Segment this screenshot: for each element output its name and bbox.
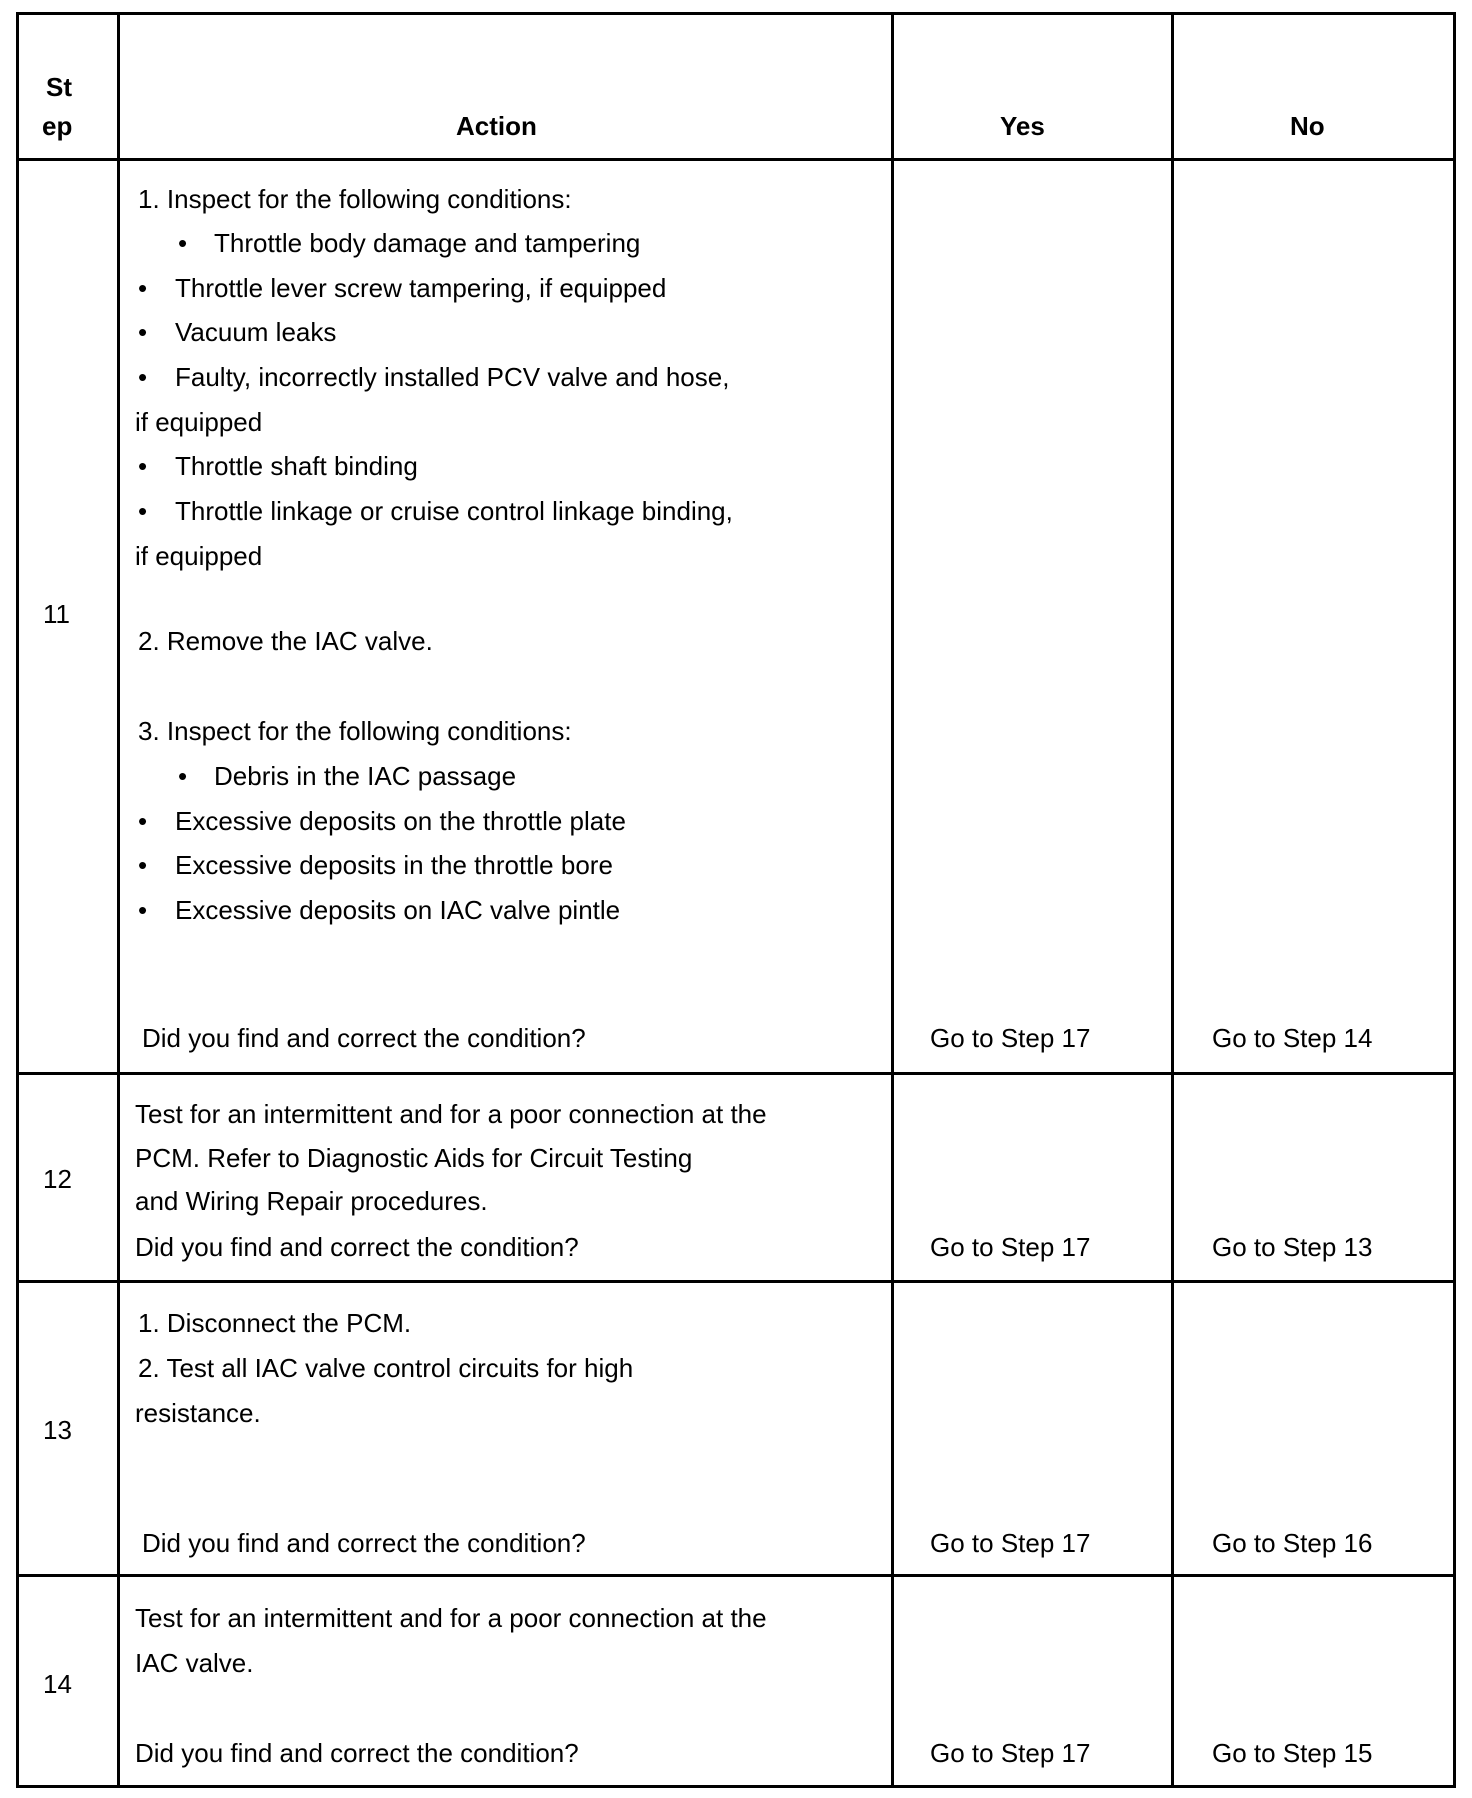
row-11-no: Go to Step 14 [1212, 1023, 1373, 1053]
row-11-bullet-3: Vacuum leaks [175, 317, 337, 347]
row-13-step2-cont: resistance. [135, 1398, 261, 1428]
header-step-line2: ep [42, 111, 73, 141]
row-14-yes: Go to Step 17 [930, 1738, 1091, 1768]
row-11-bullet-8: Excessive deposits on the throttle plate [175, 806, 626, 836]
bullet-icon: • [138, 806, 148, 836]
row-14-line-2: IAC valve. [135, 1648, 254, 1678]
row-11-step2: 2. Remove the IAC valve. [138, 626, 433, 656]
row-12-line-2: PCM. Refer to Diagnostic Aids for Circuit Testing [135, 1143, 693, 1173]
row-14-step: 14 [43, 1669, 72, 1699]
row-11-question: Did you find and correct the condition? [142, 1023, 586, 1053]
row-13-question: Did you find and correct the condition? [142, 1528, 586, 1558]
row-11-bullet-9: Excessive deposits in the throttle bore [175, 850, 613, 880]
row-12-line-3: and Wiring Repair procedures. [135, 1186, 488, 1216]
row-14-no: Go to Step 15 [1212, 1738, 1373, 1768]
table-border-top [16, 12, 1456, 15]
row-12-step: 12 [43, 1164, 72, 1194]
bullet-icon: • [138, 273, 148, 303]
row-11-bullet-6-cont: if equipped [135, 541, 263, 571]
bullet-icon: • [138, 362, 148, 392]
row-divider-13 [16, 1574, 1456, 1577]
row-13-yes: Go to Step 17 [930, 1528, 1091, 1558]
row-11-bullet-5: Throttle shaft binding [175, 451, 418, 481]
row-11-step1: 1. Inspect for the following conditions: [138, 184, 572, 214]
header-step-line1: St [46, 72, 72, 102]
bullet-icon: • [178, 228, 188, 258]
row-12-question: Did you find and correct the condition? [135, 1232, 579, 1262]
row-11-bullet-4: Faulty, incorrectly installed PCV valve and hose, [175, 362, 730, 392]
row-11-bullet-2: Throttle lever screw tampering, if equipped [175, 273, 667, 303]
table-border-right [1453, 12, 1456, 1788]
column-divider-step [117, 12, 120, 1788]
row-14-question: Did you find and correct the condition? [135, 1738, 579, 1768]
row-12-yes: Go to Step 17 [930, 1232, 1091, 1262]
bullet-icon: • [138, 317, 148, 347]
header-yes: Yes [1000, 111, 1045, 141]
bullet-icon: • [138, 850, 148, 880]
row-11-step: 11 [43, 599, 70, 629]
header-action: Action [456, 111, 537, 141]
bullet-icon: • [138, 496, 148, 526]
row-11-bullet-6: Throttle linkage or cruise control linkage binding, [175, 496, 733, 526]
row-11-yes: Go to Step 17 [930, 1023, 1091, 1053]
row-11-bullet-4-cont: if equipped [135, 407, 263, 437]
row-13-step2: 2. Test all IAC valve control circuits for high [138, 1353, 634, 1383]
bullet-icon: • [138, 451, 148, 481]
row-11-step3: 3. Inspect for the following conditions: [138, 716, 572, 746]
row-12-line-1: Test for an intermittent and for a poor connection at the [135, 1099, 767, 1129]
row-12-no: Go to Step 13 [1212, 1232, 1373, 1262]
column-divider-yes [1171, 12, 1174, 1788]
table-border-bottom [16, 1785, 1456, 1788]
bullet-icon: • [138, 895, 148, 925]
row-11-bullet-1: Throttle body damage and tampering [214, 228, 641, 258]
row-divider-12 [16, 1280, 1456, 1283]
row-11-bullet-10: Excessive deposits on IAC valve pintle [175, 895, 621, 925]
row-divider-11 [16, 1072, 1456, 1075]
header-no: No [1290, 111, 1325, 141]
row-14-line-1: Test for an intermittent and for a poor connection at the [135, 1603, 767, 1633]
table-border-left [16, 12, 19, 1788]
row-13-step1: 1. Disconnect the PCM. [138, 1308, 412, 1338]
row-13-no: Go to Step 16 [1212, 1528, 1373, 1558]
row-13-step: 13 [43, 1415, 72, 1445]
header-divider [16, 158, 1456, 161]
bullet-icon: • [178, 761, 188, 791]
diagnostic-table [16, 12, 1456, 1788]
row-11-bullet-7: Debris in the IAC passage [214, 761, 517, 791]
column-divider-action [891, 12, 894, 1788]
